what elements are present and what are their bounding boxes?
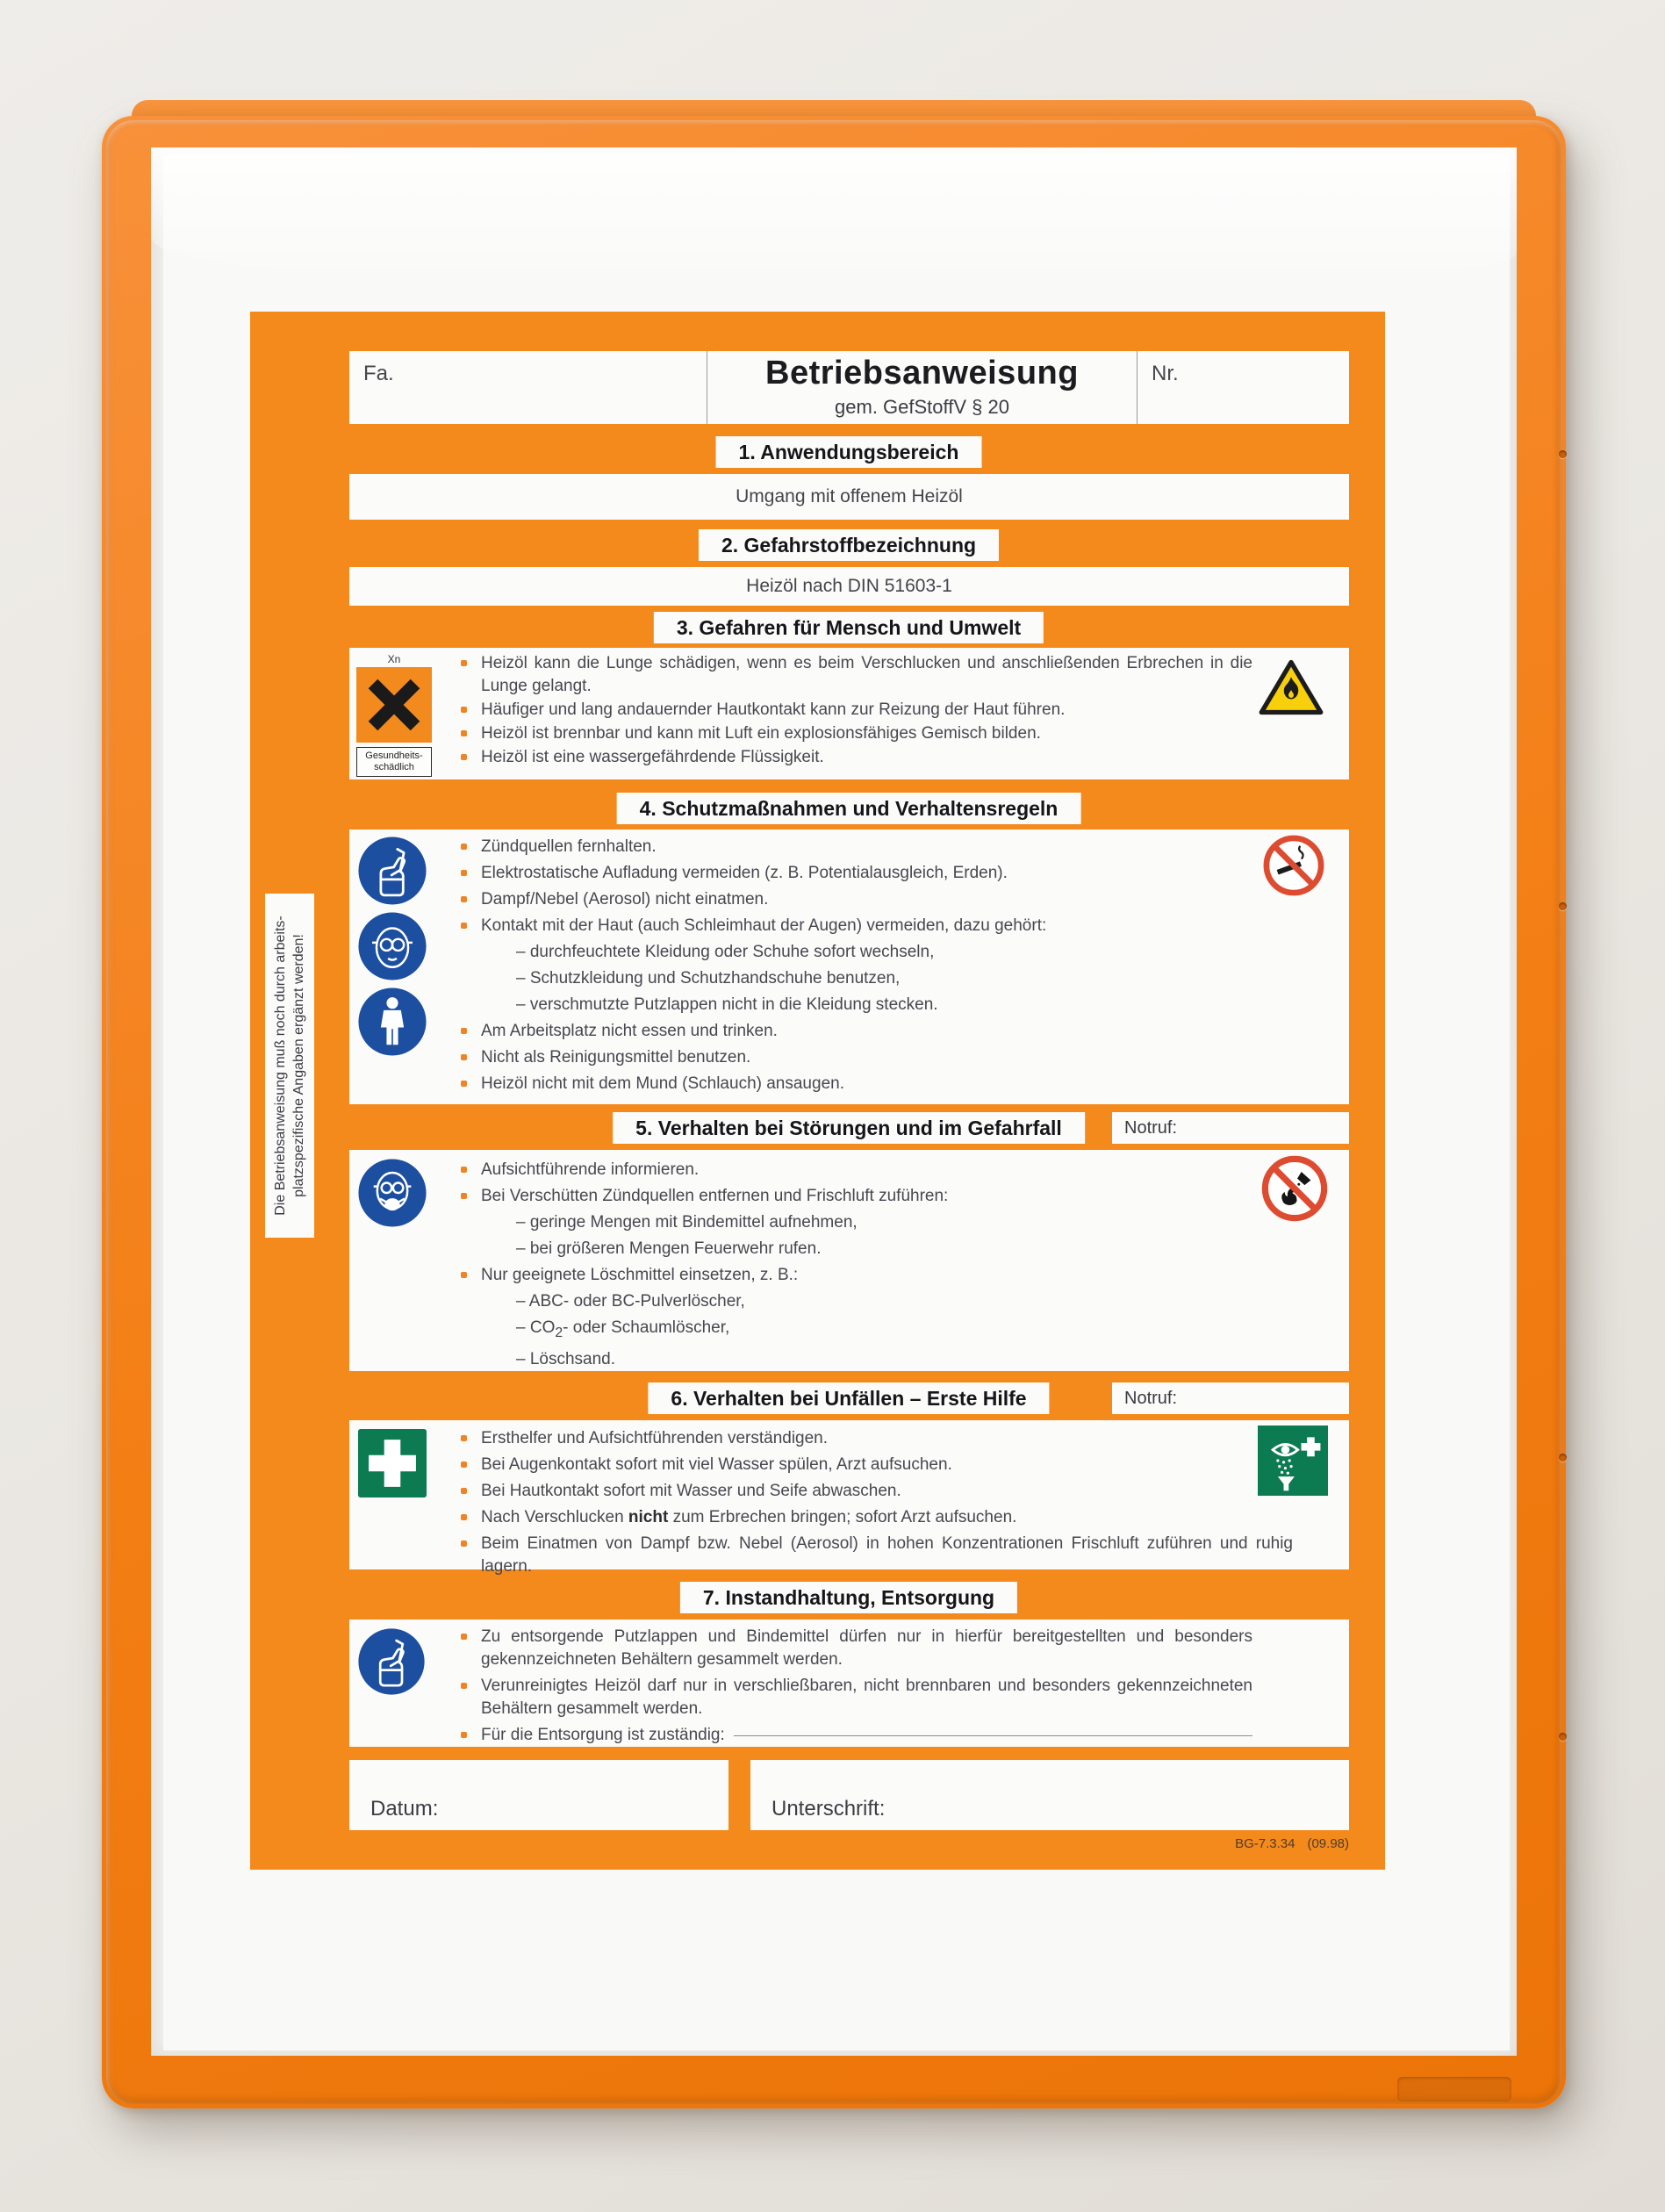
emergency-item: Bei Verschütten Zündquellen entfernen und Frischluft zuführen: [458,1185,1252,1208]
swallow-bold: nicht [628,1508,669,1526]
first-aid-item: Beim Einatmen von Dampf bzw. Nebel (Aerosol) in hohen Konzentrationen Frischluft zuführen und ruhig lagern. [458,1533,1293,1578]
protective-gloves-icon [356,835,428,911]
disposal-item [458,1724,1252,1747]
protection-item: Am Arbeitsplatz nicht essen und trinken. [458,1020,1252,1043]
company-label: Fa. [363,362,394,385]
first-aid-item: Bei Augenkontakt sofort mit viel Wasser spülen, Arzt aufsuchen. [458,1454,1293,1476]
form-code-number: BG-7.3.34 [1235,1836,1295,1851]
disposal-item: Zu entsorgende Putzlappen und Bindemittel dürfen nur in hierfür bereitgestellten und besonders gekennzeichneten Behältern gesammelt werden. [458,1626,1252,1671]
section-6-content [349,1420,1349,1576]
section-7-content [349,1620,1349,1747]
section-4-content [349,830,1349,1104]
emergency-subitem: – Löschsand. [516,1349,616,1368]
section-1-title: 1. Anwendungsbereich [738,440,959,463]
co2-pre: – CO [516,1318,556,1337]
document-title: Betriebsanweisung [765,355,1079,392]
first-aid-item: Bei Hautkontakt sofort mit Wasser und Seife abwaschen. [458,1480,1293,1503]
gefahrstoff-value: Heizöl nach DIN 51603-1 [746,576,952,596]
section-6-title: 6. Verhalten bei Unfällen – Erste Hilfe [671,1386,1027,1410]
disposal-responsible-label: Für die Entsorgung ist zuständig: [481,1726,725,1744]
protection-item: Elektrostatische Aufladung vermeiden (z. B. Potentialausgleich, Erden). [458,862,1252,885]
anwendungsbereich-value: Umgang mit offenem Heizöl [736,486,963,506]
frame-molding [1397,2077,1511,2101]
hazard-item: Heizöl kann die Lunge schädigen, wenn es beim Verschlucken und anschließenden Erbrechen in die Lunge gelangt. [458,652,1252,698]
no-smoking-icon [1261,833,1326,902]
protection-item: Heizöl nicht mit dem Mund (Schlauch) ansaugen. [458,1073,1252,1095]
protection-item: Nicht als Reinigungsmittel benutzen. [458,1046,1252,1069]
form-code [1235,1836,1349,1851]
section-2-content [349,567,1349,606]
hazard-item: Heizöl ist eine wassergefährdende Flüssigkeit. [458,746,1252,769]
company-field [349,351,707,424]
protection-item: Dampf/Nebel (Aerosol) nicht einatmen. [458,888,1252,911]
protection-subitem: – durchfeuchtete Kleidung oder Schuhe sofort wechseln, [516,943,935,961]
number-field [1138,351,1349,424]
section-6-header [648,1382,1049,1414]
date-field [349,1760,728,1830]
harmful-xn-icon [356,653,432,777]
co2-post: - oder Schaumlöscher, [563,1318,730,1337]
protection-item: Kontakt mit der Haut (auch Schleimhaut der Augen) vermeiden, dazu gehört: [458,915,1252,937]
document-header-row [349,351,1349,424]
section-5-title: 5. Verhalten bei Störungen und im Gefahrfall [635,1116,1062,1139]
protection-item: Zündquellen fernhalten. [458,836,1252,858]
protective-gloves-icon [356,1627,427,1701]
hazard-item: Häufiger und lang andauernder Hautkontakt kann zur Reizung der Haut führen. [458,699,1252,722]
pocket-flap [151,147,1517,270]
protection-subitem: – Schutzkleidung und Schutzhandschuhe benutzen, [516,969,901,988]
emergency-number-field [1112,1382,1349,1414]
date-label: Datum: [370,1797,439,1821]
swallow-post: zum Erbrechen bringen; sofort Arzt aufsuchen. [668,1508,1017,1526]
section-1-header [716,436,982,468]
section-7-header [680,1582,1017,1613]
section-3-content [349,648,1349,779]
side-note-line1: Die Betriebsanweisung muß noch durch arbeits- [273,916,288,1216]
xn-label-line2: schädlich [374,762,414,772]
xn-label-line1: Gesundheits- [365,750,423,761]
protection-subitem: – verschmutzte Putzlappen nicht in die Kleidung stecken. [516,995,938,1014]
side-note [265,894,314,1238]
signature-label: Unterschrift: [771,1797,886,1821]
notruf-label: Notruf: [1124,1117,1178,1138]
emergency-subitem [458,1317,1252,1345]
xn-code-label: Xn [387,653,401,665]
frame-pin-hole [1559,902,1567,910]
section-3-title: 3. Gefahren für Mensch und Umwelt [676,615,1022,639]
document-subtitle: gem. GefStoffV § 20 [835,395,1009,418]
flammable-warning-icon [1258,658,1324,721]
emergency-item: Nur geeignete Löschmittel einsetzen, z. B.: [458,1264,1252,1287]
fill-in-line [734,1735,1252,1736]
frame-pin-hole [1559,450,1567,458]
emergency-number-field [1112,1112,1349,1144]
disposal-item: Verunreinigtes Heizöl darf nur in verschließbaren, nicht brennbaren und besonders gekennzeichneten Behältern gesammelt werden. [458,1675,1252,1720]
frame-pin-hole [1559,1733,1567,1741]
notruf-label: Notruf: [1124,1388,1178,1408]
emergency-item: Aufsichtführende informieren. [458,1159,1252,1181]
emergency-subitem: – ABC- oder BC-Pulverlöscher, [516,1292,745,1311]
section-3-header [654,612,1044,643]
respiratory-protection-icon [356,1157,428,1233]
first-aid-item: Ersthelfer und Aufsichtführenden verständigen. [458,1427,1293,1450]
section-2-title: 2. Gefahrstoffbezeichnung [721,533,977,557]
emergency-subitem: – geringe Mengen mit Bindemittel aufnehmen, [516,1213,858,1232]
section-1-content [349,474,1349,520]
side-note-line2: platzspezifische Angaben ergänzt werden! [291,934,306,1197]
eye-protection-icon [356,910,428,987]
section-5-content [349,1150,1349,1371]
swallow-pre: Nach Verschlucken [481,1508,628,1526]
section-2-header [699,529,999,561]
form-code-revision: (09.98) [1307,1836,1349,1851]
section-4-title: 4. Schutzmaßnahmen und Verhaltensregeln [639,796,1059,820]
section-4-header [617,793,1081,824]
first-aid-item [458,1506,1293,1529]
number-label: Nr. [1152,362,1179,385]
first-aid-icon [358,1429,427,1502]
no-extinguish-with-water-icon [1260,1153,1330,1228]
section-7-title: 7. Instandhaltung, Entsorgung [702,1585,995,1609]
emergency-subitem: – bei größeren Mengen Feuerwehr rufen. [516,1239,822,1258]
hazard-item: Heizöl ist brennbar und kann mit Luft ein explosionsfähiges Gemisch bilden. [458,722,1252,745]
protective-clothing-icon [356,986,428,1062]
section-5-header [613,1112,1085,1144]
signature-field [750,1760,1349,1830]
title-cell [707,351,1138,424]
co2-sub: 2 [555,1325,563,1340]
frame-pin-hole [1559,1454,1567,1462]
